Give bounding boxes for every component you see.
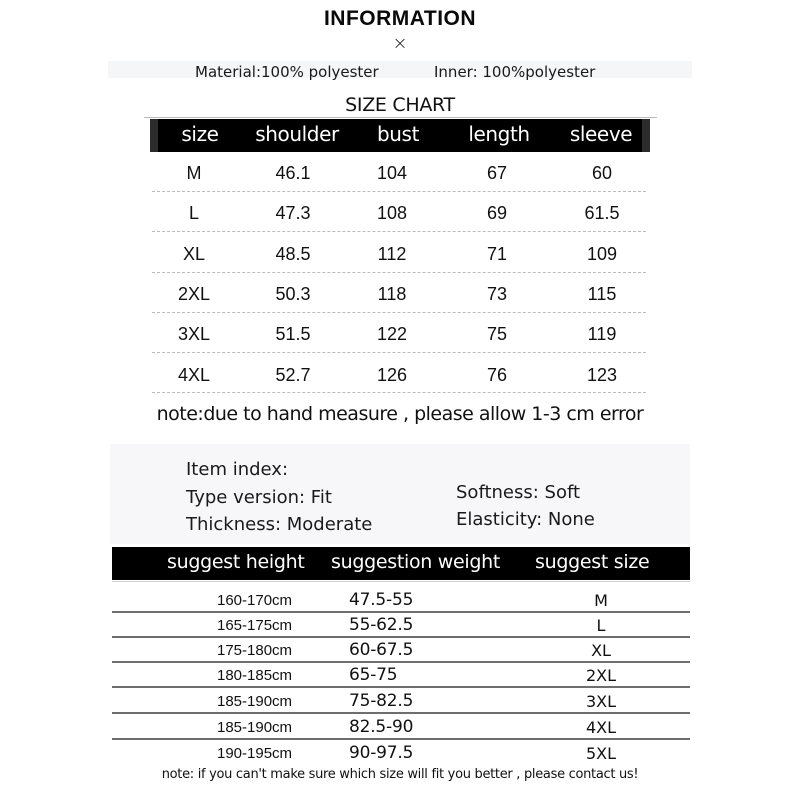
row-divider <box>152 392 646 393</box>
table-row <box>112 612 690 637</box>
item-index-title: Item index: <box>186 459 289 480</box>
table-row <box>112 637 690 662</box>
cell-shoulder: 47.3 <box>275 203 311 223</box>
cell-weight: 55-62.5 <box>349 615 414 635</box>
table-row <box>112 662 690 687</box>
table-row <box>152 354 646 394</box>
cell-weight: 65-75 <box>349 665 398 685</box>
table-row <box>112 587 690 612</box>
cell-size: 3XL <box>177 324 211 344</box>
table-row <box>112 740 690 765</box>
cell-bust: 126 <box>376 365 408 385</box>
cell-size: XL <box>591 641 611 660</box>
cell-shoulder: 52.7 <box>275 365 311 385</box>
col-bust: bust <box>376 122 420 146</box>
cell-sleeve: 119 <box>587 324 617 344</box>
cell-length: 69 <box>486 203 508 223</box>
cell-sleeve: 123 <box>586 365 618 385</box>
col-suggestion-weight: suggestion weight <box>331 551 501 573</box>
softness: Softness: Soft <box>456 482 581 503</box>
size-chart-header <box>150 119 650 152</box>
cell-sleeve: 109 <box>586 244 618 264</box>
col-shoulder: shoulder <box>255 122 339 146</box>
cell-size: M <box>186 163 202 183</box>
cell-sleeve: 61.5 <box>584 203 620 223</box>
cell-size: XL <box>182 244 206 264</box>
cell-size: 2XL <box>585 666 617 685</box>
row-divider <box>152 231 646 232</box>
type-version: Type version: Fit <box>186 487 332 508</box>
cell-bust: 112 <box>377 244 407 264</box>
table-row <box>112 688 690 713</box>
cell-weight: 60-67.5 <box>349 640 414 660</box>
cell-size: 4XL <box>177 365 211 385</box>
inner-label: Inner: 100%polyester <box>434 63 596 81</box>
cell-size: 3XL <box>585 692 617 711</box>
table-row <box>152 233 646 273</box>
cell-length: 75 <box>486 324 508 344</box>
col-sleeve: sleeve <box>569 122 633 146</box>
col-suggest-size: suggest size <box>535 551 650 573</box>
cell-weight: 75-82.5 <box>349 691 414 711</box>
thickness: Thickness: Moderate <box>186 514 373 535</box>
cell-bust: 122 <box>376 324 408 344</box>
cell-height: 165-175cm <box>217 617 293 634</box>
cell-height: 185-190cm <box>217 693 293 710</box>
cell-size: 5XL <box>585 744 617 763</box>
table-row <box>152 192 646 232</box>
cell-sleeve: 115 <box>587 284 617 304</box>
cell-size: 2XL <box>177 284 211 304</box>
cell-bust: 104 <box>376 163 408 183</box>
cell-height: 190-195cm <box>217 745 293 762</box>
cell-height: 180-185cm <box>217 667 293 684</box>
cell-shoulder: 46.1 <box>275 163 311 183</box>
cell-height: 185-190cm <box>217 719 293 736</box>
cell-size: L <box>188 203 200 223</box>
cell-bust: 108 <box>376 203 408 223</box>
close-icon: × <box>392 33 408 54</box>
cell-length: 67 <box>486 163 508 183</box>
divider <box>144 117 657 118</box>
cell-shoulder: 51.5 <box>275 324 311 344</box>
col-length: length <box>468 122 530 146</box>
cell-weight: 82.5-90 <box>349 717 414 737</box>
cell-size: L <box>596 616 606 635</box>
size-chart-title: SIZE CHART <box>345 94 455 116</box>
row-divider <box>152 352 646 353</box>
cell-size: M <box>594 591 608 610</box>
table-row <box>152 313 646 353</box>
cell-bust: 118 <box>377 284 407 304</box>
col-suggest-height: suggest height <box>167 551 305 573</box>
cell-height: 160-170cm <box>217 592 293 609</box>
cell-shoulder: 48.5 <box>275 244 311 264</box>
cell-shoulder: 50.3 <box>275 284 311 304</box>
cell-length: 73 <box>486 284 508 304</box>
suggestion-table-header <box>112 547 690 580</box>
material-label: Material:100% polyester <box>195 63 379 81</box>
cell-size: 4XL <box>585 718 617 737</box>
cell-weight: 47.5-55 <box>349 590 414 610</box>
elasticity: Elasticity: None <box>456 509 595 530</box>
contact-note: note: if you can't make sure which size will fit you better , please contact us! <box>161 767 639 782</box>
cell-length: 76 <box>486 365 508 385</box>
table-row <box>152 152 646 192</box>
col-size: size <box>181 122 219 146</box>
cell-length: 71 <box>486 244 508 264</box>
table-row <box>152 273 646 313</box>
table-row <box>112 714 690 739</box>
cell-sleeve: 60 <box>591 163 613 183</box>
page-title: INFORMATION <box>323 7 477 30</box>
divider <box>112 581 690 582</box>
cell-height: 175-180cm <box>217 642 293 659</box>
cell-weight: 90-97.5 <box>349 743 414 763</box>
measure-note: note:due to hand measure , please allow 1-3 cm error <box>156 403 644 425</box>
